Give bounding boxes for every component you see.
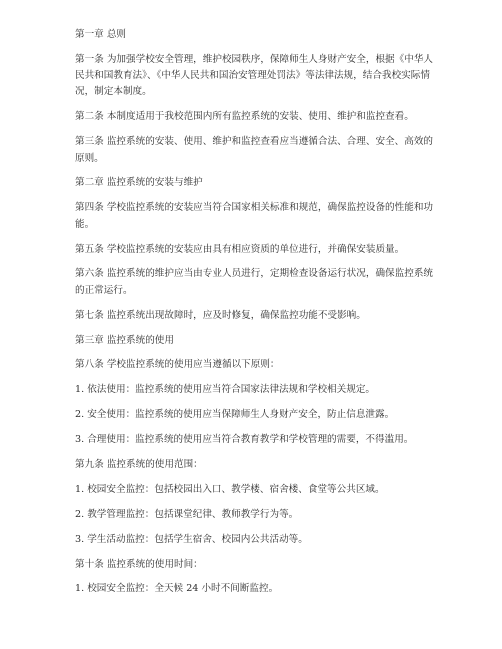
- chapter-3-heading: 第三章 监控系统的使用: [75, 334, 174, 346]
- article-9-item-2: 2. 教学管理监控：包括课堂纪律、教师教学行为等。: [75, 508, 299, 520]
- article-8: 第八条 学校监控系统的使用应当遵循以下原则：: [75, 359, 280, 371]
- document-body: [75, 27, 435, 606]
- article-5: 第五条 学校监控系统的安装应由具有相应资质的单位进行，并确保安装质量。: [75, 243, 405, 255]
- article-10-item-1: 1. 校园安全监控：全天候 24 小时不间断监控。: [75, 583, 279, 595]
- article-9: 第九条 监控系统的使用范围：: [75, 458, 203, 470]
- article-8-item-1: 1. 依法使用：监控系统的使用应当符合国家法律法规和学校相关规定。: [75, 384, 376, 396]
- article-8-item-2: 2. 安全使用：监控系统的使用应当保障师生人身财产安全，防止信息泄露。: [75, 409, 395, 421]
- article-9-item-1: 1. 校园安全监控：包括校园出入口、教学楼、宿舍楼、食堂等公共区域。: [75, 483, 385, 495]
- article-9-item-3: 3. 学生活动监控：包括学生宿舍、校园内公共活动等。: [75, 533, 308, 545]
- chapter-2-heading: 第二章 监控系统的安装与维护: [75, 177, 203, 189]
- article-4: 第四条 学校监控系统的安装应当符合国家相关标准和规范，确保监控设备的性能和功能。: [75, 202, 434, 230]
- article-1: 第一条 为加强学校安全管理，维护校园秩序，保障师生人身财产安全，根据《中华人民共和国教育法》、《中华人民共和国治安管理处罚法》等法律法规，结合我校实际情况，制定本制度。: [75, 53, 434, 98]
- article-2: 第二条 本制度适用于我校范围内所有监控系统的安装、使用、维护和监控查看。: [75, 111, 414, 123]
- chapter-1-heading: 第一章 总则: [75, 29, 127, 40]
- article-7: 第七条 监控系统出现故障时，应及时修复，确保监控功能不受影响。: [75, 309, 366, 321]
- article-3: 第三条 监控系统的安装、使用、维护和监控查看应当遵循合法、合理、安全、高效的原则。: [75, 136, 434, 164]
- article-10: 第十条 监控系统的使用时间：: [75, 558, 203, 570]
- article-8-item-3: 3. 合理使用：监控系统的使用应当符合教育教学和学校管理的需要，不得滥用。: [75, 434, 414, 446]
- article-6: 第六条 监控系统的维护应当由专业人员进行，定期检查设备运行状况，确保监控系统的正常运行。: [75, 268, 434, 296]
